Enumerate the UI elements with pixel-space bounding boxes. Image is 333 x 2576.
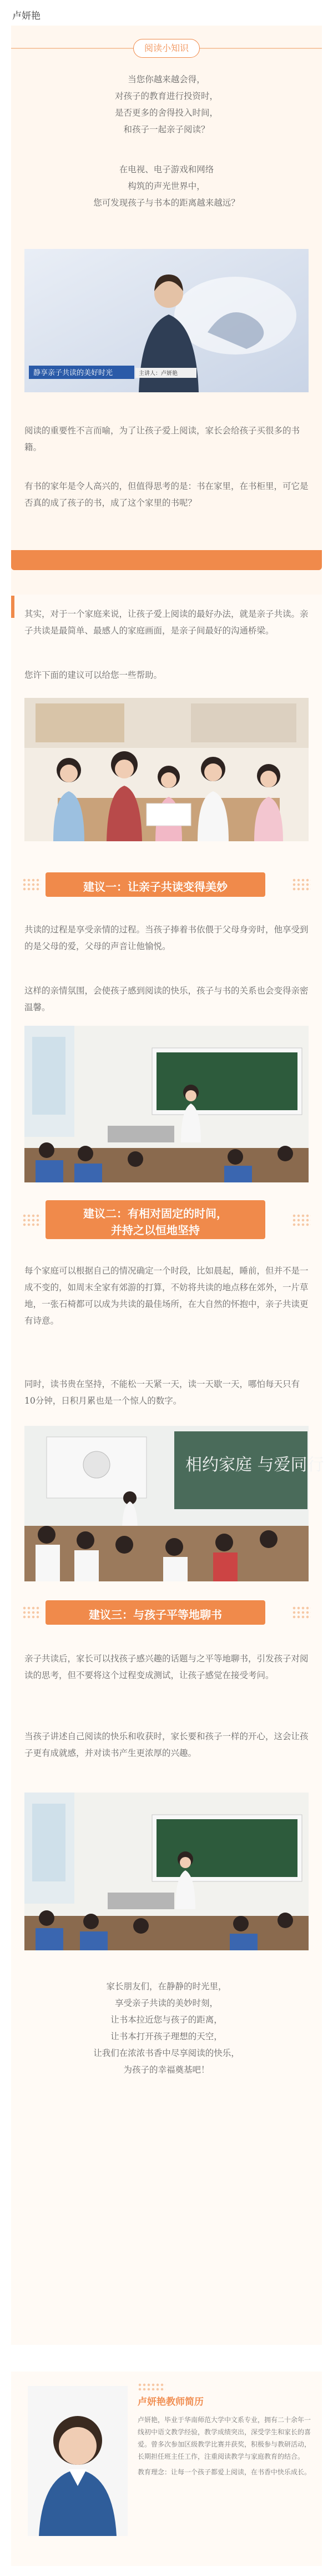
teacher-photo (28, 2386, 128, 2536)
s3-paragraph-1: 亲子共读后，家长可以找孩子感兴趣的话题与之平等地聊书，引发孩子对阅读的思考，但不要将这个过程变成测试，让孩子感觉在接受考问。 (24, 1654, 309, 1680)
classroom-scene-1 (24, 1026, 309, 1182)
knowledge-pill: 阅读小知识 (133, 39, 200, 58)
teacher-portrait (28, 2386, 128, 2536)
classroom-photo-3 (24, 1793, 309, 1950)
body-paragraph-1: 其实，对于一个家庭来说，让孩子爱上阅读的最好办法，就是亲子共读。亲子共读是最简单、最感人的家庭画面，是亲子间最好的沟通桥梁。 (24, 609, 309, 636)
deco-dots-right (292, 1606, 311, 1619)
section-2-title-line-1: 建议二：有相对固定的时间， (83, 1207, 228, 1220)
intro-bottom-band (11, 550, 322, 570)
body-paragraph-2: 您许下面的建议可以给您一些帮助。 (24, 670, 163, 680)
classroom-scene-2 (24, 1426, 324, 1581)
reading-photo (24, 698, 309, 841)
intro-paragraph-1: 阅读的重要性不言而喻，为了让孩子爱上阅读，家长会给孩子买很多的书籍。 (24, 426, 300, 452)
left-accent-bar (11, 596, 14, 618)
closing-lines: 家长朋友们，在静静的时光里， 享受亲子共读的美妙时刻， 让书本拉近您与孩子的距离， 让书本打开孩子理想的天空， 让我们在浓浓书香中尽享阅读的快乐， 为孩子的幸福奠基吧！ (93, 1981, 240, 2075)
profile-deco-dots (138, 2383, 165, 2390)
teacher-profile (11, 2372, 322, 2566)
author-name: 卢妍艳 (12, 11, 41, 22)
deco-dots-left (22, 1606, 41, 1619)
section-2-title-line-2: 并持之以恒地坚持 (111, 1224, 200, 1237)
classroom-photo-2 (24, 1426, 324, 1581)
deco-dots-right (292, 878, 311, 891)
classroom-scene-3 (24, 1793, 309, 1950)
s3-paragraph-2: 当孩子讲述自己阅读的快乐和收获时，家长要和孩子一样的开心，这会让孩子更有成就感，并对读书产生更浓厚的兴趣。 (24, 1731, 309, 1758)
section-1-header (22, 867, 311, 902)
deco-dots-left (22, 1214, 41, 1227)
video-badge: 主讲人：卢妍艳 (139, 371, 178, 377)
deco-dots-left (22, 878, 41, 891)
section-3-title: 建议三：与孩子平等地聊书 (89, 1608, 222, 1621)
s1-paragraph-2: 这样的亲情氛围，会使孩子感到阅读的快乐，孩子与书的关系也会变得亲密温馨。 (24, 986, 309, 1012)
intro-lines-b: 在电视、电子游戏和网络 构筑的声光世界中， 您可发现孩子与书本的距离越来越远？ (93, 164, 240, 208)
classroom-banner: 相约家庭 与爱同行 (185, 1455, 324, 1475)
s2-paragraph-1: 每个家庭可以根据自己的情况确定一个时段，比如晨起，睡前，但并不是一成不变的，如周末全家有郊游的打算，不妨将共读的地点移在郊外，一片草地，一张石椅都可以成为共读的最佳场所，在大自然的怀抱中，亲子共读更有诗意。 (24, 1266, 309, 1326)
section-2-header (22, 1200, 311, 1241)
s1-paragraph-1: 共读的过程是享受亲情的过程。当孩子捧着书依偎于父母身旁时，他享受到的是父母的爱，父母的声音让他愉悦。 (24, 925, 309, 951)
intro-paragraph-2: 有书的家年是令人高兴的，但值得思考的是：书在家里，在书柜里，可它是否真的成了孩子的书，成了这个家里的书呢？ (24, 481, 309, 508)
video-still (24, 249, 309, 392)
intro-lines-a: 当您你越来越会得， 对孩子的教育进行投资时， 是否更多的舍得投入时间， 和孩子一起亲子阅读？ (114, 74, 218, 134)
video-frame[interactable] (24, 249, 309, 392)
s2-paragraph-2: 同时，读书贵在坚持，不能松一天紧一天，读一天歇一天，哪怕每天只有10分钟，日积月累也是一个惊人的数字。 (24, 1379, 300, 1406)
profile-name: 卢妍艳教师简历 (138, 2397, 204, 2408)
video-caption: 静享亲子共读的美好时光 (33, 369, 113, 377)
deco-dots-right (292, 1214, 311, 1227)
section-3-header (22, 1595, 311, 1630)
classroom-photo-1 (24, 1026, 309, 1182)
reading-scene (24, 698, 309, 841)
section-1-title: 建议一：让亲子共读变得美妙 (83, 880, 228, 893)
profile-bio: 卢妍艳，毕业于华南师范大学中文系专业，拥有二十余年一线初中语文教学经验，教学成绩突出，深受学生和家长的喜爱。曾多次参加区级教学比赛并获奖，积极参与教研活动，长期担任班主任工作，注重阅读教学与家庭教育的结合。 教育理念：让每一个孩子都爱上阅读，在书香中快乐成长。 (138, 2416, 311, 2476)
